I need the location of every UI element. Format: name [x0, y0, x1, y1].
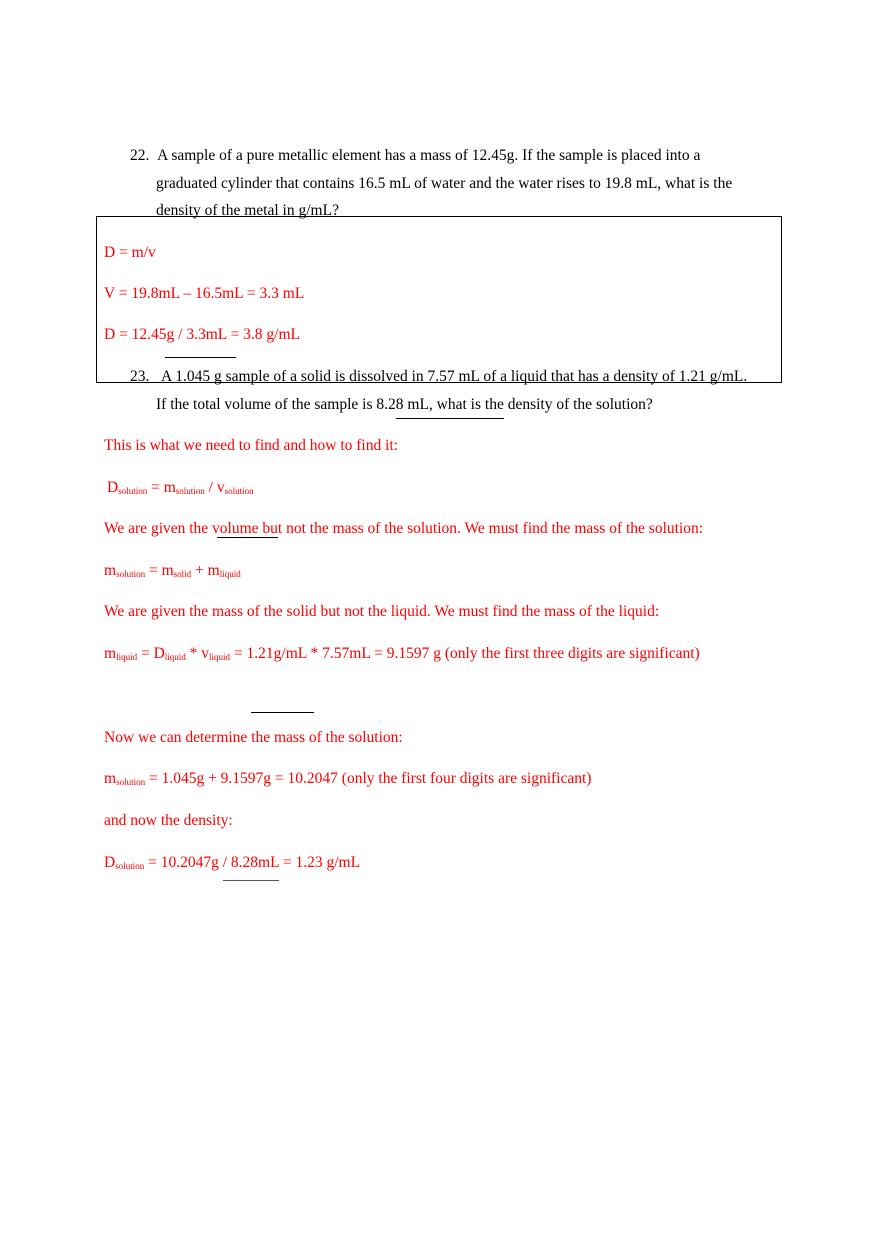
subscript: solution	[224, 486, 254, 496]
underline-mark-2	[396, 418, 504, 419]
q23-line-1	[130, 367, 747, 387]
symbol-m: m	[104, 562, 117, 579]
subscript: liquid	[209, 652, 231, 662]
underline-mark-3	[217, 537, 278, 538]
underline-mark-1	[165, 357, 236, 358]
q22-line-1	[130, 146, 700, 166]
operator: =	[145, 562, 162, 579]
symbol-v: v	[201, 645, 210, 662]
symbol-v: v	[216, 479, 225, 496]
calculation: = 10.2047g / 8.28mL = 1.23 g/mL	[144, 854, 361, 871]
subscript: liquid	[116, 652, 138, 662]
q22-line-2: graduated cylinder that contains 16.5 mL of water and the water rises to 19.8 mL, what is the	[156, 175, 733, 192]
subscript: solution	[175, 486, 205, 496]
symbol-m: m	[104, 645, 117, 662]
subscript: solid	[173, 569, 192, 579]
operator: +	[191, 562, 208, 579]
q23-formula-final	[104, 853, 360, 873]
q23-number: 23.	[130, 368, 150, 385]
symbol-D: D	[153, 645, 165, 662]
symbol-D: D	[107, 479, 119, 496]
symbol-m: m	[104, 770, 117, 787]
q22-answer-step-3: D = 12.45g / 3.3mL = 3.8 g/mL	[104, 326, 301, 343]
symbol-D: D	[104, 854, 116, 871]
calculation: = 1.21g/mL * 7.57mL = 9.1597 g (only the first three digits are significant)	[230, 645, 700, 662]
symbol-m: m	[207, 562, 220, 579]
q22-answer-step-1: D = m/v	[104, 244, 156, 261]
symbol-m: m	[163, 479, 176, 496]
calculation: = 1.045g + 9.1597g = 10.2047 (only the first four digits are significant)	[145, 770, 592, 787]
q22-line-3: density of the metal in g/mL?	[156, 202, 339, 219]
q22-text-1: A sample of a pure metallic element has a mass of 12.45g. If the sample is placed into a	[157, 147, 701, 164]
operator: =	[147, 479, 164, 496]
subscript: solution	[116, 569, 146, 579]
underline-mark-4	[251, 712, 314, 713]
q23-given-solid: We are given the mass of the solid but not the liquid. We must find the mass of the liquid:	[104, 603, 660, 620]
operator: /	[204, 479, 217, 496]
underline-mark-5	[223, 880, 279, 881]
q23-formula-density	[107, 478, 254, 498]
q22-answer-step-2: V = 19.8mL – 16.5mL = 3.3 mL	[104, 285, 305, 302]
subscript: solution	[116, 777, 146, 787]
q23-intro: This is what we need to find and how to find it:	[104, 437, 399, 454]
q23-formula-sum	[104, 769, 591, 789]
subscript: solution	[115, 861, 145, 871]
q23-now-mass: Now we can determine the mass of the solution:	[104, 729, 403, 746]
q23-formula-liquid	[104, 644, 700, 664]
subscript: liquid	[219, 569, 241, 579]
subscript: solution	[118, 486, 148, 496]
q23-given-volume: We are given the volume but not the mass of the solution. We must find the mass of the solution:	[104, 520, 704, 537]
symbol-m: m	[161, 562, 174, 579]
operator: *	[185, 645, 202, 662]
q23-text-1: A 1.045 g sample of a solid is dissolved in 7.57 mL of a liquid that has a density of 1.21 g/mL.	[161, 368, 748, 385]
operator: =	[137, 645, 154, 662]
q23-formula-mass	[104, 561, 241, 581]
subscript: liquid	[164, 652, 186, 662]
q22-number: 22.	[130, 147, 150, 164]
q23-line-2: If the total volume of the sample is 8.28 mL, what is the density of the solution?	[156, 396, 653, 413]
q23-and-density: and now the density:	[104, 812, 233, 829]
